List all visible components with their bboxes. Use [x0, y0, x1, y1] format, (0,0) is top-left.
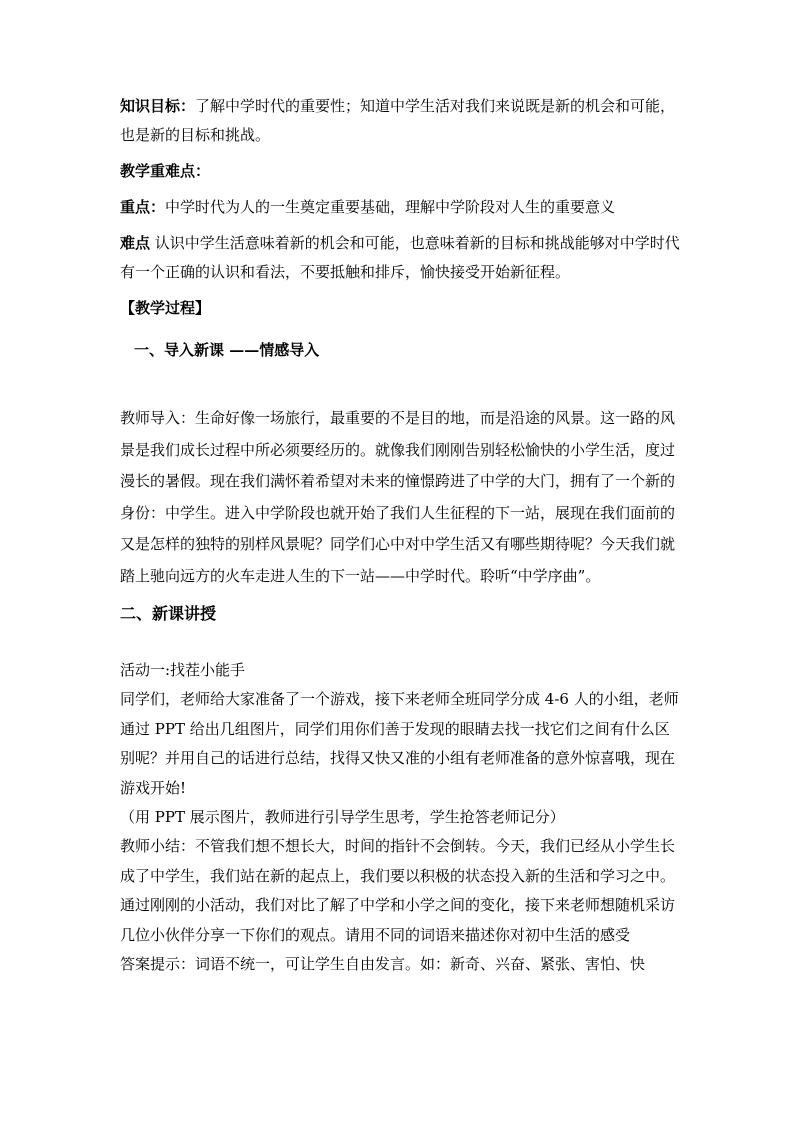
process-heading: 【教学过程】	[120, 299, 211, 317]
key-point-label: 重点：	[120, 198, 166, 216]
teacher-intro: 教师导入：生命好像一场旅行，最重要的不是目的地，而是沿途的风景。这一路的风景是我们成长过程中所必须要经历的。就像我们刚刚告别轻松愉快的小学生活，度过漫长的暑假。现在我们满怀着希望对未来的憧憬跨进了中学的大门，拥有了一个新的身份：中学生。进入中学阶段也就开始了我们人生征程的下一站，展现在我们面前的又是怎样的独特的别样风景呢？同学们心中对中学生活又有哪些期待呢？今天我们就踏上驰向远方的火车走进人生的下一站——中学时代。聆听“中学序曲”。	[120, 409, 676, 585]
knowledge-goal-label: 知识目标：	[120, 97, 196, 115]
knowledge-goal-text: 了解中学时代的重要性；知道中学生活对我们来说既是新的机会和可能，也是新的目标和挑战。	[120, 97, 676, 144]
answer-hint: 答案提示：词语不统一，可让学生自由发言。如：新奇、兴奋、紧张、害怕、快	[120, 955, 646, 973]
activity1-title: 活动一:找茬小能手	[120, 661, 246, 679]
section2-heading: 二、新课讲授	[120, 604, 217, 623]
key-point-text: 中学时代为人的一生奠定重要基础，理解中学阶段对人生的重要意义	[165, 198, 616, 216]
section1-heading: 一、导入新课 ——情感导入	[134, 341, 320, 359]
activity1-note: （用 PPT 展示图片，教师进行引导学生思考，学生抢答老师记分）	[120, 808, 565, 826]
activity1-text: 同学们，老师给大家准备了一个游戏，接下来老师全班同学分成 4-6 人的小组，老师通过 PPT 给出几组图片，同学们用你们善于发现的眼睛去找一找它们之间有什么区别呢？并用自己的话进行总结，找得又快又准的小组有老师准备的意外惊喜哦，现在游戏开始!	[120, 690, 679, 797]
knowledge-goal	[120, 92, 680, 150]
key-difficult-heading: 教学重难点：	[120, 162, 211, 180]
teacher-summary: 教师小结：不管我们想不想长大，时间的指针不会倒转。今天，我们已经从小学生长成了中学生，我们站在新的起点上，我们要以积极的状态投入新的生活和学习之中。通过刚刚的小活动，我们对比了解了中学和小学之间的变化，接下来老师想随机采访几位小伙伴分享一下你们的观点。请用不同的词语来描述你对初中生活的感受	[120, 837, 676, 944]
difficult-point-text: 认识中学生活意味着新的机会和可能，也意味着新的目标和挑战能够对中学时代有一个正确的认识和看法，不要抵触和排斥，愉快接受开始新征程。	[120, 234, 680, 281]
difficult-point-label: 难点	[120, 234, 151, 252]
lesson-content	[120, 92, 680, 980]
key-point	[120, 193, 680, 222]
difficult-point	[120, 229, 680, 287]
